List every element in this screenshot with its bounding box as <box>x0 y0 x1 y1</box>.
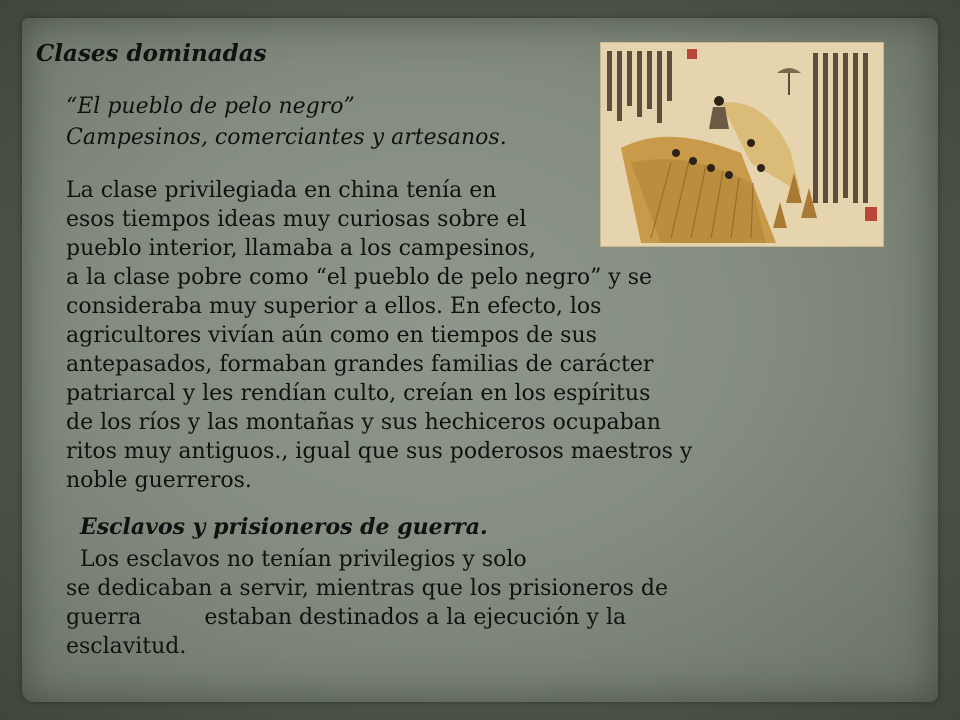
heading-clases-dominadas: Clases dominadas <box>36 40 267 67</box>
paragraph-line: esos tiempos ideas muy curiosas sobre el <box>66 207 527 232</box>
paragraph-line: agricultores vivían aún como en tiempos de sus <box>66 323 597 348</box>
paragraph-line: guerra estaban destinados a la ejecución y la <box>66 605 627 630</box>
paragraph-line: de los ríos y las montañas y sus hechiceros ocupaban <box>66 410 661 435</box>
paragraph-line: pueblo interior, llamaba a los campesinos, <box>66 236 537 261</box>
chinese-harvest-painting-icon <box>600 42 884 247</box>
paragraph-line: La clase privilegiada en china tenía en <box>66 178 497 203</box>
paragraph-line: ritos muy antiguos., igual que sus poderosos maestros y <box>66 439 693 464</box>
paragraph-line: a la clase pobre como “el pueblo de pelo negro” y se <box>66 265 653 290</box>
heading-esclavos: Esclavos y prisioneros de guerra. <box>80 514 488 540</box>
paragraph-line: esclavitud. <box>66 634 187 659</box>
paragraph-line: se dedicaban a servir, mientras que los prisioneros de <box>66 576 669 601</box>
subtitle-list: Campesinos, comerciantes y artesanos. <box>66 125 507 150</box>
subtitle-quote: “El pueblo de pelo negro” <box>66 94 355 119</box>
paragraph-line: consideraba muy superior a ellos. En efecto, los <box>66 294 602 319</box>
paragraph-line: antepasados, formaban grandes familias de carácter <box>66 352 654 377</box>
paragraph-line: patriarcal y les rendían culto, creían en los espíritus <box>66 381 651 406</box>
paragraph-line: Los esclavos no tenían privilegios y solo <box>80 547 527 572</box>
paragraph-line: noble guerreros. <box>66 468 252 493</box>
